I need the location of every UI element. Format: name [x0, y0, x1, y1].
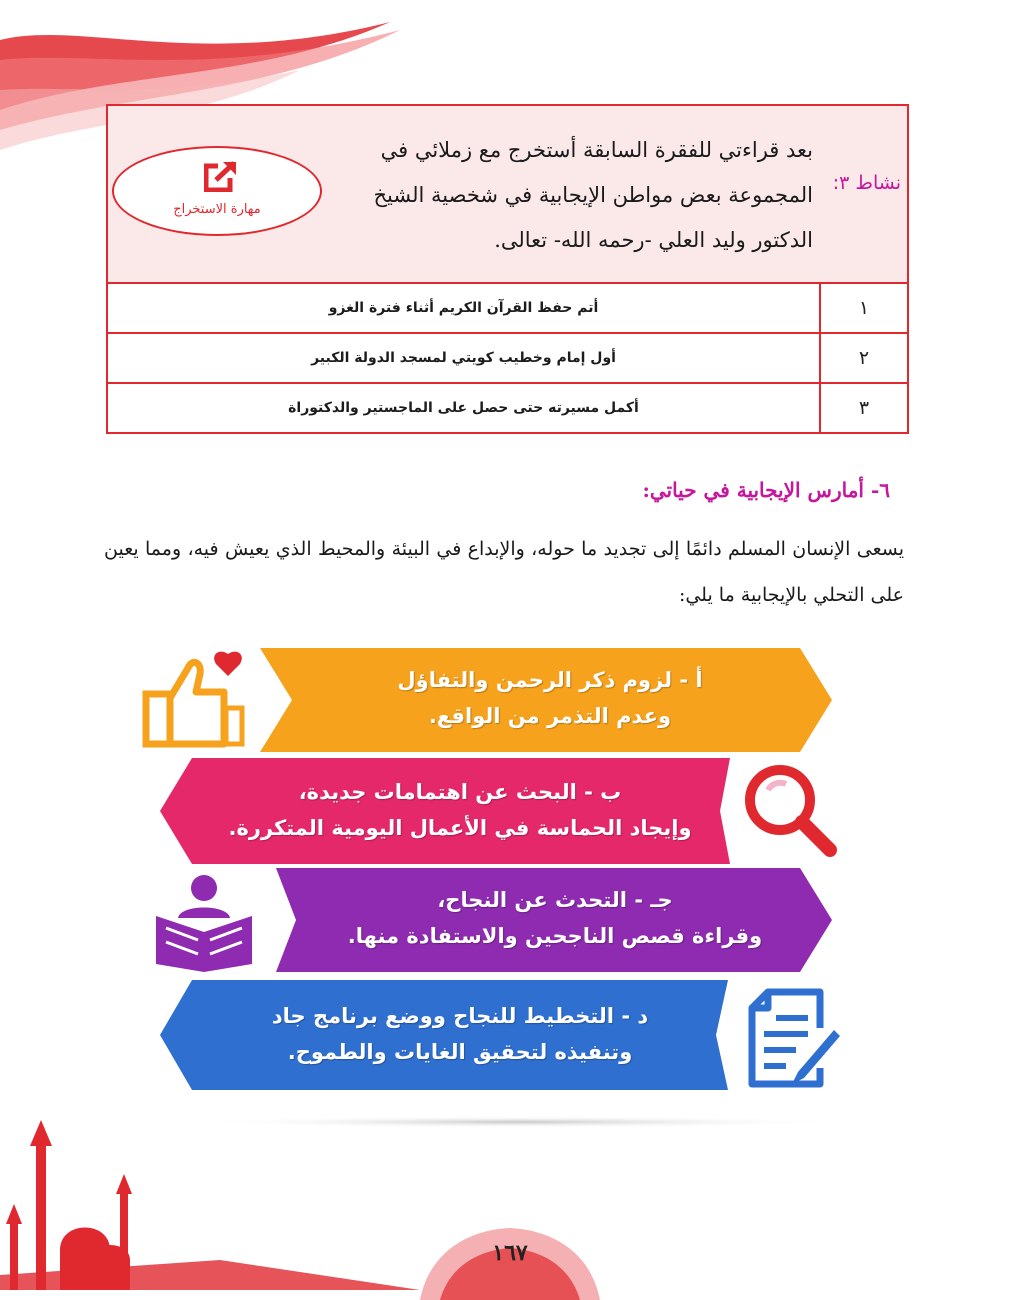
- banner-a-text: [290, 662, 810, 734]
- banner-c-line2: وقراءة قصص الناجحين والاستفادة منها.: [347, 924, 763, 948]
- activity-row: [108, 284, 907, 334]
- skill-label: مهارة الاستخراج: [173, 202, 261, 217]
- row-text: أكمل مسيرته حتى حصل على الماجستير والدكتوراة: [288, 400, 639, 416]
- activity-header: [108, 106, 907, 284]
- banner-b: [160, 758, 860, 864]
- skill-badge: [112, 146, 322, 236]
- banner-a-line1: أ - لزوم ذكر الرحمن والتفاؤل: [397, 668, 703, 692]
- banner-c: [150, 868, 840, 972]
- banner-c-line1: جـ - التحدث عن النجاح،: [437, 888, 673, 912]
- activity-row: [108, 384, 907, 432]
- export-icon: [204, 160, 238, 192]
- section-title: ٦- أمارس الإيجابية في حياتي:: [642, 478, 890, 502]
- section-paragraph: يسعى الإنسان المسلم دائمًا إلى تجديد ما حوله، والإبداع في البيئة والمحيط الذي يعيش فيه، ومما يعين على التحلي بالإيجابية ما يلي:: [104, 538, 904, 606]
- row-text: أول إمام وخطيب كويتي لمسجد الدولة الكبير: [311, 350, 616, 366]
- banner-a: [140, 648, 840, 752]
- banner-d-text: [190, 998, 730, 1070]
- row-number: ٣: [819, 384, 907, 432]
- activity-row: [108, 334, 907, 384]
- row-number: ١: [819, 284, 907, 332]
- activity-instructions: بعد قراءتي للفقرة السابقة أستخرج مع زملائي في المجموعة بعض مواطن الإيجابية في شخصية الشيخ الدكتور وليد العلي -رحمه الله- تعالى.: [373, 138, 813, 252]
- banner-c-text: [300, 882, 810, 954]
- page-number: ١٦٧: [492, 1240, 528, 1266]
- banner-b-line2: وإيجاد الحماسة في الأعمال اليومية المتكررة.: [228, 816, 692, 840]
- banner-a-line2: وعدم التذمر من الواقع.: [428, 704, 672, 728]
- banner-d-line1: د - التخطيط للنجاح ووضع برنامج جاد: [271, 1004, 649, 1028]
- document-pen-icon: [746, 988, 842, 1088]
- magnifier-icon: [738, 760, 842, 860]
- banner-b-line1: ب - البحث عن اهتمامات جديدة،: [298, 780, 622, 804]
- footer-decoration: [0, 1100, 1016, 1300]
- banner-d-line2: وتنفيذه لتحقيق الغايات والطموح.: [287, 1040, 633, 1064]
- banner-b-text: [190, 774, 730, 846]
- row-text: أتم حفظ القرآن الكريم أثناء فترة الغزو: [328, 300, 599, 316]
- thumbs-up-heart-icon: [140, 648, 250, 752]
- activity-label: نشاط ٣:: [832, 172, 901, 194]
- reader-icon: [150, 872, 260, 972]
- row-number: ٢: [819, 334, 907, 382]
- activity-box: [106, 104, 909, 434]
- banner-d: [160, 980, 860, 1090]
